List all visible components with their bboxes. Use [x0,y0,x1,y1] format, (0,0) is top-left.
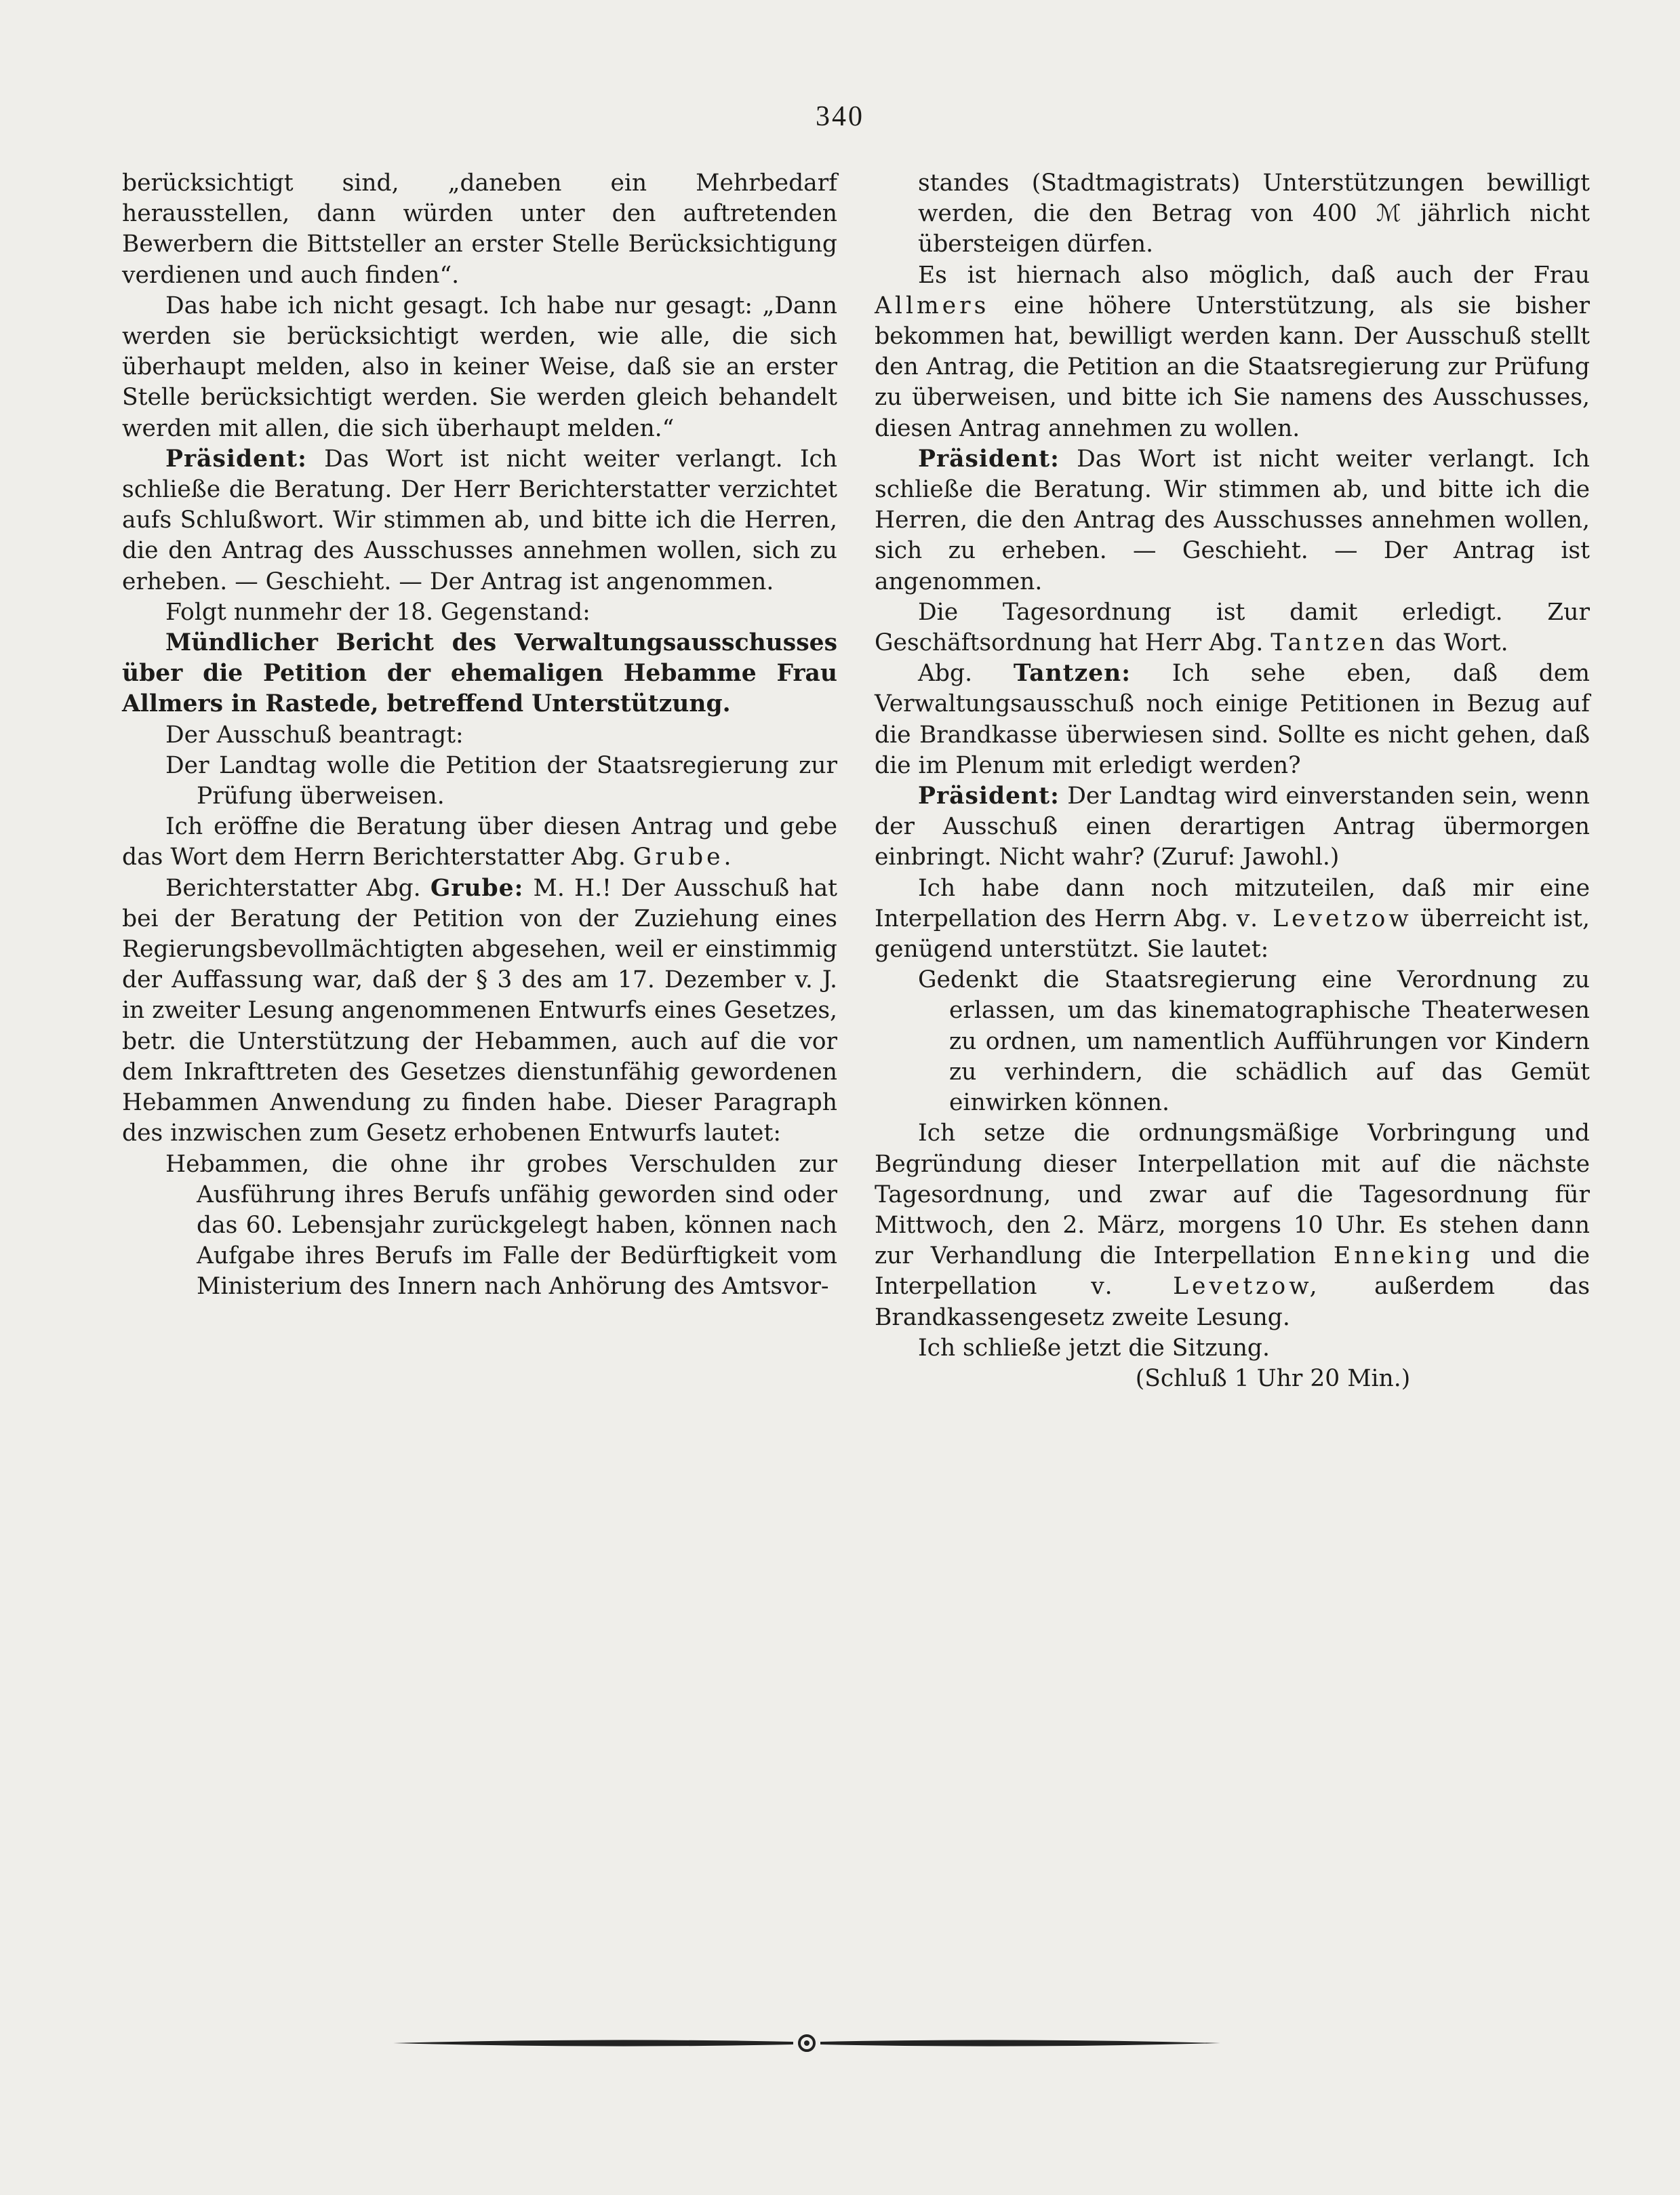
paragraph-text: und die Interpellation [875,1242,1591,1301]
person-name: v. Levetzow [1236,905,1412,932]
paragraph-text: Die Tagesordnung ist damit erledigt. Zur Geschäftsordnung hat Herr Abg. [875,598,1590,657]
person-name: Grube. [633,844,735,871]
paragraph [122,812,837,873]
paragraph: Der Ausschuß beantragt: [165,721,464,749]
paragraph [875,873,1590,966]
speaker-name: Präsident: [165,445,307,473]
person-name: Allmers [875,292,990,319]
paragraph-text: Ich setze die ordnungsmäßige Vorbringung und Begründung dieser Interpellation mit auf die nächste Tagesordnung, und zwar auf die Tagesordnung für Mittwoch, den 2. März, morgens 10 Uhr. Es stehen dann zur Verhandlung die Interpellation [875,1120,1590,1270]
paragraph-text: Ich eröffne die Beratung über diesen Antrag und gebe das Wort dem Herrn Berichterstatter Abg. [122,813,837,871]
speaker-prefix: Berichterstatter Abg. [165,874,421,902]
motion-quote: Der Landtag wolle die Petition der Staatsregierung zur Prüfung überweisen. [165,751,837,810]
paragraph-text: Ich habe dann noch mitzuteilen, daß mir eine Interpellation des Herrn Abg. [875,874,1590,932]
person-name: Enneking [1333,1242,1474,1270]
paragraph-text: außerdem das Brandkassengesetz zweite Lesung. [875,1273,1591,1331]
paragraph-text: Es ist hiernach also möglich, daß auch der Frau [918,261,1590,289]
speech-text: Ich sehe eben, daß dem Verwaltungsausschuß noch einige Petitionen in Bezug auf die Brandkasse überwiesen sind. Sollte es nicht gehen, daß die im Plenum mit erledigt werden? [875,660,1590,779]
person-name: v. Levetzow, [1091,1273,1321,1301]
speech-text: Das Wort ist nicht weiter verlangt. Ich schließe die Beratung. Der Herr Berichterstatter verzichtet aufs Schlußwort. Wir stimmen ab, und bitte ich die Herren, die den Antrag des Ausschusses annehmen wollen, sich zu erheben. — Geschieht. — Der Antrag ist angenommen. [122,445,838,595]
paragraph [875,1118,1590,1332]
speech-text: Das Wort ist nicht weiter verlangt. Ich schließe die Beratung. Wir stimmen ab, und bitte ich die Herren, die den Antrag des Ausschusses annehmen wollen, sich zu erheben. — Geschieht. — Der Antrag ist angenommen. [875,445,1591,595]
paragraph [875,444,1590,597]
speech-text: Der Landtag wird einverstanden sein, wenn der Ausschuß einen derartigen Antrag übermorgen einbringt. Nicht wahr? (Zuruf: Jawohl.) [875,783,1590,871]
law-quote-continued: standes (Stadtmagistrats) Unterstützungen bewilligt werden, die den Betrag von 400 ℳ jährlich nicht übersteigen dürfen. [918,170,1590,258]
paragraph: Das habe ich nicht gesagt. Ich habe nur gesagt: „Dann werden sie berücksichtigt werden, wie alle, die sich überhaupt melden, also in keiner Weise, daß sie an erster Stelle berücksichtigt werden. Sie werden gleich behandelt werden mit allen, die sich überhaupt melden.“ [122,292,837,442]
paragraph: Folgt nunmehr der 18. Gegenstand: [165,598,591,626]
person-name: Tantzen [1271,629,1388,657]
paragraph-text: überreicht ist, genügend unterstützt. Sie lautet: [875,905,1590,964]
speaker-prefix: Abg. [918,660,973,688]
law-quote: Hebammen, die ohne ihr grobes Verschulden zur Ausführung ihres Berufs unfähig geworden sind oder das 60. Lebensjahr zurückgelegt haben, können nach Aufgabe ihres Berufs im Falle der Bedürftigkeit vom Ministerium des Innern nach Anhörung des Amtsvor- [165,1150,837,1301]
paragraph [875,781,1590,873]
paragraph [875,658,1590,781]
speaker-name: Präsident: [918,445,1060,473]
right-column [875,168,1590,1394]
page-number: 340 [816,101,864,132]
paragraph [122,873,837,1149]
paragraph [122,444,837,597]
agenda-heading: Mündlicher Bericht des Verwaltungsausschusses über die Petition der ehemaligen Hebamme Frau Allmers in Rastede, betreffend Unterstützung. [122,629,837,718]
left-column [122,168,837,1303]
paragraph [875,260,1590,444]
paragraph-text: eine höhere Unterstützung, als sie bisher bekommen hat, bewilligt werden kann. Der Ausschuß stellt den Antrag, die Petition an die Staatsregierung zur Prüfung zu überweisen, und bitte ich Sie namens des Ausschusses, diesen Antrag annehmen zu wollen. [875,292,1591,442]
speaker-name: Präsident: [918,783,1060,810]
paragraph: berücksichtigt sind, „daneben ein Mehrbedarf herausstellen, dann würden unter den auftretenden Bewerbern die Bittsteller an erster Stelle Berücksichtigung verdienen und auch finden“. [122,170,837,289]
paragraph-text: das Wort. [1395,629,1508,657]
speaker-name: Tantzen: [1013,660,1131,688]
ornamental-divider [393,2030,1220,2057]
interpellation-quote: Gedenkt die Staatsregierung eine Verordnung zu erlassen, um das kinematographische Theaterwesen zu ordnen, um namentlich Aufführungen vor Kindern zu verhindern, die schädlich auf das Gemüt einwirken können. [918,966,1590,1117]
speech-text: M. H.! Der Ausschuß hat bei der Beratung der Petition von der Zuziehung eines Regierungsbevollmächtigten abgesehen, weil er einstimmig der Auffassung war, daß der § 3 des am 17. Dezember v. J. in zweiter Lesung angenommenen Entwurfs eines Gesetzes, betr. die Unterstützung der Hebammen, auch auf die vor dem Inkrafttreten des Gesetzes dienstunfähig gewordenen Hebammen Anwendung zu finden habe. Dieser Paragraph des inzwischen zum Gesetz erhobenen Entwurfs lautet: [122,874,838,1147]
paragraph: Ich schließe jetzt die Sitzung. [918,1334,1270,1362]
speaker-name: Grube: [430,874,524,902]
paragraph [875,597,1590,658]
session-close-time: (Schluß 1 Uhr 20 Min.) [1135,1364,1411,1392]
